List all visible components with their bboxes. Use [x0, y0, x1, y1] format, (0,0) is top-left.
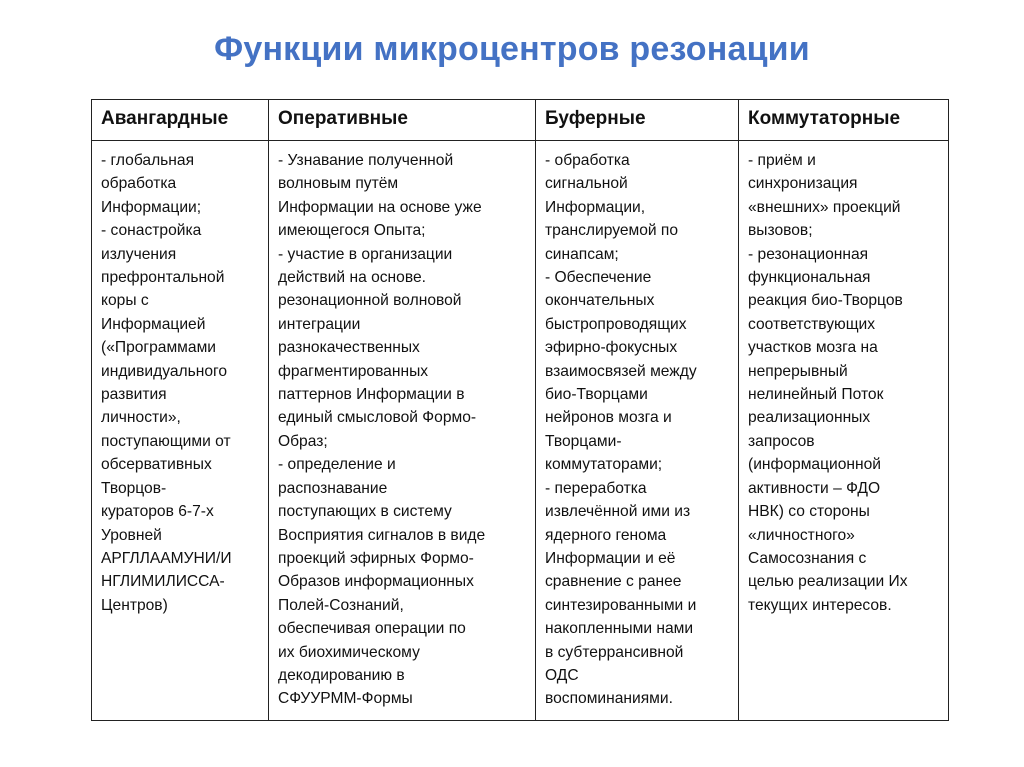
cell-text: - глобальная обработка Информации; - сонастройка излучения префронтальной коры с Информацией («Программами индивидуального развития личности», поступающими от обсервативных Творцов- кураторов 6-7-х Уровней АРГЛЛААМУНИ/И НГЛИМИЛИССА- Центров)	[101, 152, 232, 614]
cell-text: - обработка сигнальной Информации, транслируемой по синапсам; - Обеспечение окончательных быстропроводящих эфирно-фокусных взаимосвязей между био-Творцами нейронов мозга и Творцами- коммутаторами; - переработка извлечённой ими из ядерного генома Информации и её сравнение с ранее синтезированными и накопленными нами в субтеррансивной ОДС воспоминаниями.	[545, 152, 697, 708]
header-bufernye: Буферные	[536, 100, 739, 141]
page-title: Функции микроцентров резонации	[214, 30, 810, 68]
cell-avangardnye	[92, 141, 269, 721]
cell-bufernye	[536, 141, 739, 721]
header-avangardnye: Авангардные	[92, 100, 269, 141]
cell-text: - приём и синхронизация «внешних» проекций вызовов; - резонационная функциональная реакция био-Творцов соответствующих участков мозга на непрерывный нелинейный Поток реализационных запросов (информационной активности – ФДО НВК) со стороны «личностного» Самосознания с целью реализации Их текущих интересов.	[748, 152, 908, 614]
header-operativnye: Оперативные	[269, 100, 536, 141]
cell-text: - Узнавание полученной волновым путём Информации на основе уже имеющегося Опыта; - участие в организации действий на основе. резонационной волновой интеграции разнокачественных фрагментированных паттернов Информации в единый смысловой Формо- Образ; - определение и распознавание поступающих в систему Восприятия сигналов в виде проекций эфирных Формо- Образов информационных Полей-Сознаний, обеспечивая операции по их биохимическому декодированию в СФУУРММ-Формы	[278, 152, 486, 708]
cell-kommutatornye	[739, 141, 949, 721]
functions-table	[91, 99, 949, 721]
header-kommutatornye: Коммутаторные	[739, 100, 949, 141]
table-row	[92, 141, 949, 721]
cell-operativnye	[269, 141, 536, 721]
table-header-row	[92, 100, 949, 141]
